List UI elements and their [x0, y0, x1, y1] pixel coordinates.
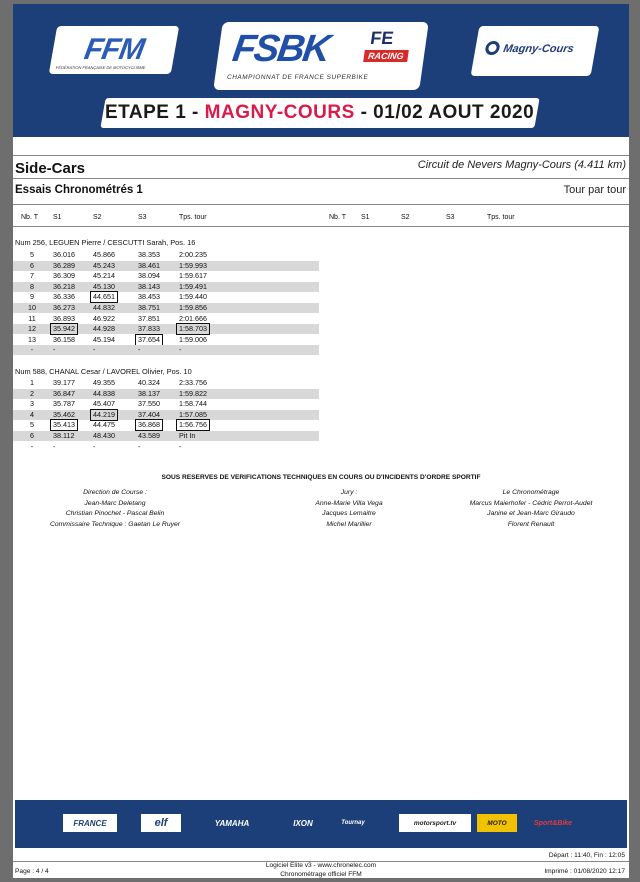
table-row: [13, 389, 319, 399]
stage-title-text: [105, 102, 534, 124]
reserve-notice: SOUS RESERVES DE VERIFICATIONS TECHNIQUES EN COURS OU D'INCIDENTS D'ORDRE SPORTIF: [161, 474, 481, 481]
cell-s2: -: [93, 345, 96, 355]
cell-s3: -: [138, 345, 141, 355]
col-header-s1: S1: [361, 214, 370, 221]
cell-lap: 6: [30, 260, 34, 270]
cell-time: 1:59.822: [179, 388, 207, 398]
sponsor-logo: Sport&Bike: [533, 819, 573, 827]
table-row: [13, 420, 319, 430]
cell-lap: -: [30, 441, 34, 451]
signature-line: Commissaire Technique : Gaetan Le Ruyer: [49, 520, 181, 528]
table-row: [13, 303, 319, 313]
sponsor-logo: FRANCE: [63, 814, 117, 832]
col-header-s2: S2: [401, 214, 410, 221]
cell-s3: -: [138, 441, 141, 451]
table-row: [13, 282, 319, 292]
cell-s1: 36.289: [53, 260, 75, 270]
table-row: [13, 314, 319, 324]
cell-s2: 45.214: [93, 271, 115, 281]
signature-line: Marcus Maierhofer - Cédric Perrot-Audet: [469, 499, 593, 507]
cell-s3: 38.453: [138, 292, 160, 302]
table-row: [13, 442, 319, 452]
stage-prefix: ETAPE 1 -: [105, 102, 206, 123]
table-row: [13, 431, 319, 441]
cell-lap: -: [30, 345, 34, 355]
cell-time: -: [179, 345, 182, 355]
cell-lap: 3: [30, 399, 34, 409]
cell-s2: 44.219: [93, 409, 115, 419]
session-title: Essais Chronométrés 1: [15, 184, 143, 196]
cell-time: 1:59.993: [179, 260, 207, 270]
cell-s3: 37.550: [138, 399, 160, 409]
sponsor-logo: MOTO: [477, 814, 517, 832]
magny-cours-logo: [471, 26, 600, 76]
signature-race-direction: [15, 488, 215, 530]
table-row: [13, 324, 319, 334]
cell-lap: 8: [30, 281, 34, 291]
divider: [13, 204, 629, 205]
cell-lap: 1: [30, 378, 34, 387]
cell-lap: 12: [28, 324, 36, 334]
cell-lap: 13: [28, 334, 36, 344]
cell-s1: 35.462: [53, 409, 75, 419]
cell-s2: 44.838: [93, 388, 115, 398]
cell-time: 2:01.666: [179, 313, 207, 323]
results-page: [13, 4, 629, 878]
sponsor-logo: elf: [141, 814, 181, 832]
stage-location: MAGNY-COURS: [205, 102, 356, 123]
cell-lap: 9: [30, 292, 34, 302]
ffm-logo-subtitle: FÉDÉRATION FRANÇAISE DE MOTOCYCLISME: [55, 65, 146, 70]
col-header-s3: S3: [446, 214, 455, 221]
cell-s1: 35.942: [53, 324, 75, 334]
cell-lap: 7: [30, 271, 34, 281]
cell-s2: 45.130: [93, 281, 115, 291]
signature-jury: [249, 488, 449, 530]
cell-time: 2:00.235: [179, 250, 207, 259]
cell-s1: 36.218: [53, 281, 75, 291]
cell-s3: 37.833: [138, 324, 160, 334]
cell-s3: 38.461: [138, 260, 160, 270]
cell-time: 1:58.744: [179, 399, 207, 409]
cell-lap: 5: [30, 250, 34, 259]
cell-time: 1:57.085: [179, 409, 207, 419]
cell-time: 1:56.756: [179, 420, 207, 430]
cell-time: 1:58.703: [179, 324, 207, 334]
sponsor-logo: motorsport.tv: [399, 814, 471, 832]
cell-s1: -: [53, 345, 56, 355]
cell-lap: 11: [28, 313, 36, 323]
session-times: Départ : 11:40, Fin : 12:05: [548, 852, 625, 859]
fsbk-logo-text: FSBK: [230, 28, 332, 70]
printed-at: Imprimé : 01/08/2020 12:17: [544, 868, 625, 875]
cell-s2: -: [93, 441, 96, 451]
cell-s3: 40.324: [138, 378, 160, 387]
table-row: [13, 345, 319, 355]
cell-s1: 35.787: [53, 399, 75, 409]
report-mode: Tour par tour: [563, 184, 626, 196]
cell-s2: 45.194: [93, 334, 115, 344]
cell-s1: 36.309: [53, 271, 75, 281]
cell-time: 1:59.491: [179, 281, 207, 291]
cell-lap: 6: [30, 431, 34, 440]
cell-s1: 36.273: [53, 303, 75, 312]
cell-s2: 44.832: [93, 303, 115, 312]
cell-s1: 35.413: [53, 420, 75, 430]
cell-s2: 49.355: [93, 378, 115, 387]
sponsor-bar: [15, 800, 627, 848]
col-header-s2: S2: [93, 214, 102, 221]
magny-cours-ring-icon: [484, 41, 500, 55]
software-credit: Logiciel Elite v3 - www.chronelec.com: [265, 862, 377, 869]
stage-suffix: - 01/02 AOUT 2020: [355, 102, 535, 123]
table-row: [13, 335, 319, 345]
signature-line: Janine et Jean-Marc Giraudo: [487, 510, 575, 518]
cell-s2: 48.430: [93, 431, 115, 440]
cell-s2: 45.866: [93, 250, 115, 259]
sponsor-logo: YAMAHA: [214, 818, 250, 828]
cell-s1: 36.893: [53, 313, 75, 323]
cell-lap: 5: [30, 420, 34, 430]
cell-s2: 44.475: [93, 420, 115, 430]
cell-s2: 46.922: [93, 313, 115, 323]
cell-s2: 45.243: [93, 260, 115, 270]
signature-line: Michel Marillier: [326, 520, 372, 528]
signature-line: Jean-Marc Deletang: [84, 499, 146, 507]
col-header-s3: S3: [138, 214, 147, 221]
signature-line: Anne-Marie Villa Vega: [315, 499, 383, 507]
cell-s3: 37.654: [138, 334, 160, 344]
cell-time: 1:59.440: [179, 292, 207, 302]
col-header-laps: Nb. T: [329, 214, 346, 221]
cell-time: 1:59.856: [179, 303, 207, 312]
signature-line: Jury :: [340, 489, 358, 496]
divider: [13, 226, 629, 227]
fsbk-logo: [213, 22, 429, 90]
cell-s1: -: [53, 441, 56, 451]
cell-time: Pit In: [179, 431, 196, 440]
col-header-lap-time: Tps. tour: [487, 214, 515, 221]
cell-s3: 37.851: [138, 313, 160, 323]
fsbk-racing-badge: RACING: [363, 50, 408, 62]
cell-lap: 2: [30, 388, 34, 398]
cell-s3: 36.868: [138, 420, 160, 430]
signature-timekeeping: [433, 488, 629, 530]
ffm-logo: [49, 26, 179, 74]
fsbk-fe-text: FE: [369, 28, 395, 48]
table-row: [13, 410, 319, 420]
cell-s1: 36.336: [53, 292, 75, 302]
signature-line: Jacques Lemaitre: [322, 510, 376, 518]
signature-line: Florent Renault: [507, 520, 555, 528]
cell-lap: 4: [30, 409, 34, 419]
table-row: [13, 261, 319, 271]
sponsor-logo: Tournay: [341, 820, 365, 826]
cell-s1: 36.158: [53, 334, 75, 344]
col-header-lap-time: Tps. tour: [179, 214, 207, 221]
table-row: [13, 292, 319, 302]
competitor-title: Num 256, LEGUEN Pierre / CESCUTTI Sarah, Pos. 16: [15, 238, 196, 247]
divider: [13, 178, 629, 179]
cell-s3: 43.589: [138, 431, 160, 440]
official-timing: Chronométrage officiel FFM: [280, 871, 362, 878]
divider: [13, 155, 629, 156]
cell-s3: 38.137: [138, 388, 160, 398]
col-header-laps: Nb. T: [21, 214, 38, 221]
cell-s3: 38.143: [138, 281, 160, 291]
magny-cours-logo-text: Magny-Cours: [502, 43, 575, 55]
signature-line: Le Chronométrage: [502, 489, 560, 496]
cell-time: 2:33.756: [179, 378, 207, 387]
category-title: Side-Cars: [15, 160, 86, 177]
event-banner: [13, 4, 629, 137]
sponsor-logo: IXON: [293, 818, 313, 828]
cell-s2: 45.407: [93, 399, 115, 409]
cell-time: 1:59.617: [179, 271, 207, 281]
cell-s3: 37.404: [138, 409, 160, 419]
cell-s3: 38.353: [138, 250, 160, 259]
cell-lap: 10: [28, 303, 36, 312]
cell-s1: 38.112: [53, 431, 75, 440]
table-row: [13, 271, 319, 281]
cell-s1: 36.847: [53, 388, 75, 398]
cell-time: 1:59.006: [179, 334, 207, 344]
ffm-logo-text: FFM: [81, 33, 147, 66]
cell-s3: 38.094: [138, 271, 160, 281]
table-row: [13, 378, 319, 388]
cell-s2: 44.928: [93, 324, 115, 334]
stage-title: [100, 98, 539, 128]
table-row: [13, 250, 319, 260]
competitor-title: Num 588, CHANAL Cesar / LAVOREL Olivier, Pos. 10: [15, 367, 192, 376]
cell-s3: 38.751: [138, 303, 160, 312]
fsbk-subtitle: CHAMPIONNAT DE FRANCE SUPERBIKE: [226, 74, 369, 81]
cell-time: -: [179, 441, 182, 451]
signature-line: Christian Pinochet - Pascal Belin: [65, 510, 165, 518]
table-row: [13, 399, 319, 409]
cell-s1: 36.016: [53, 250, 75, 259]
col-header-s1: S1: [53, 214, 62, 221]
page-number: Page : 4 / 4: [15, 868, 49, 875]
cell-s1: 39.177: [53, 378, 75, 387]
cell-s2: 44.651: [93, 292, 115, 302]
signature-line: Direction de Course :: [83, 489, 147, 496]
circuit-name: Circuit de Nevers Magny-Cours (4.411 km): [417, 159, 626, 171]
